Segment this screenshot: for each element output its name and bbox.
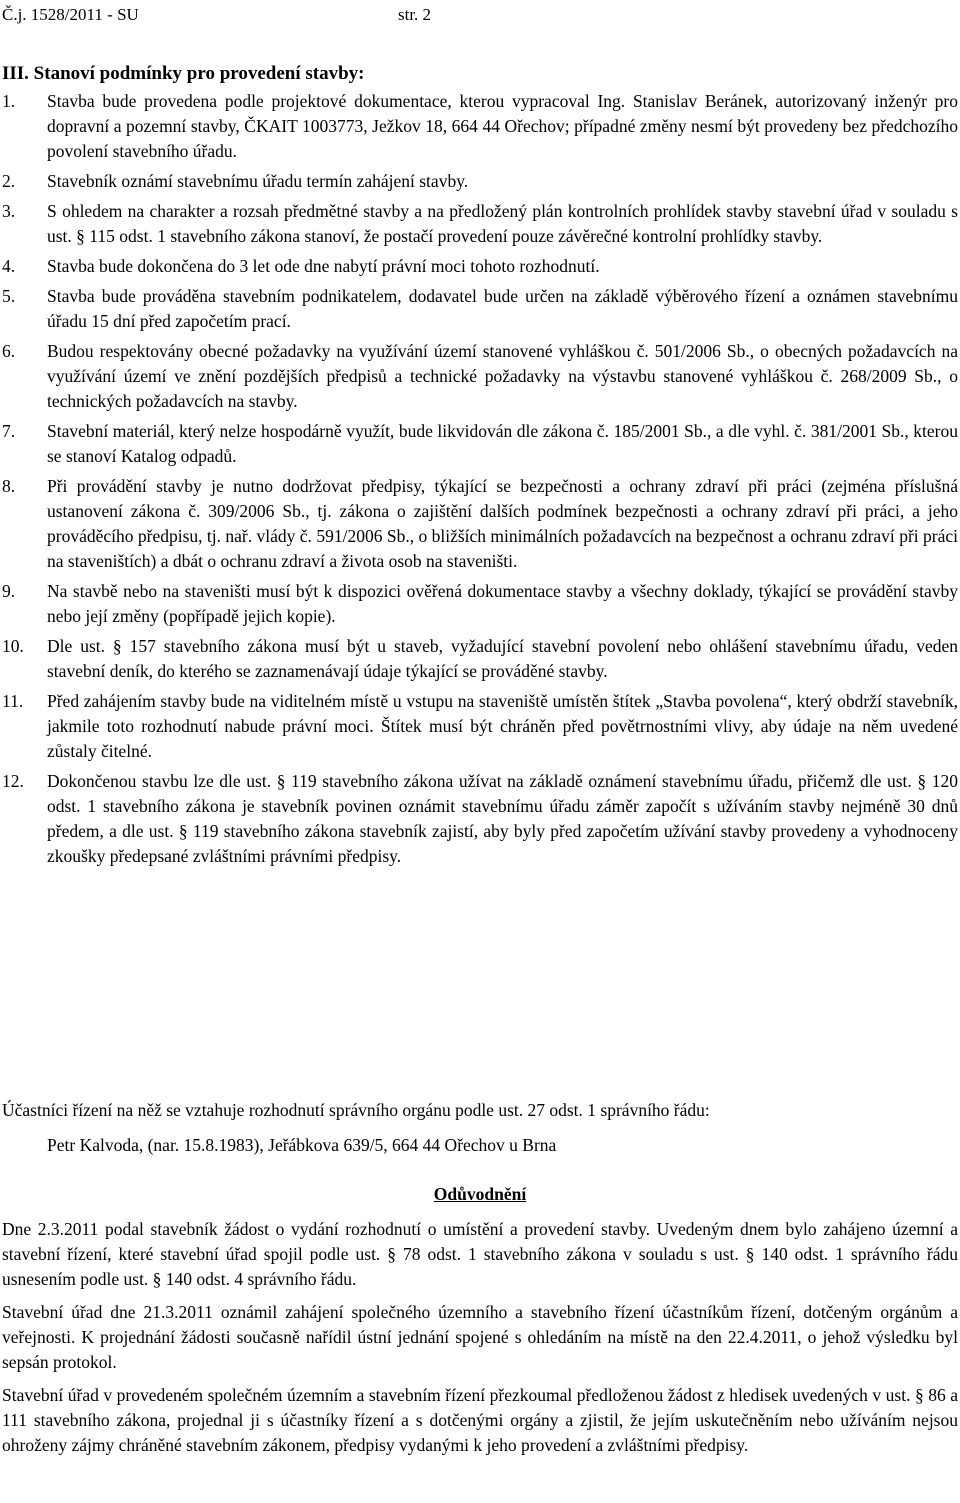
condition-item (0, 89, 958, 164)
condition-text: Stavba bude prováděna stavebním podnikatelem, dodavatel bude určen na základě výběrového řízení a oznámen stavebnímu úřadu 15 dní před započetím prací. (47, 286, 958, 331)
section-title: III. Stanoví podmínky pro provedení stavby: (2, 63, 365, 84)
condition-text: Stavební materiál, který nelze hospodárně využít, bude likvidován dle zákona č. 185/2001 Sb., a dle vyhl. č. 381/2001 Sb., kterou se stanoví Katalog odpadů. (47, 421, 958, 466)
reasons-title: Odůvodnění (433, 1184, 527, 1204)
condition-number: 7. (2, 421, 16, 441)
condition-item (0, 169, 958, 194)
reason-paragraph: Stavební úřad v provedeném společném územním a stavebním řízení přezkoumal předloženou žádost z hledisek uvedených v ust. § 86 a 111 stavebního zákona, projednal ji s účastníky řízení a s dotčenými orgány a zjistil, že jejím uskutečněním nebo užíváním nejsou ohroženy zájmy chráněné stavebním zákonem, předpisy vydanými k jeho provedení a zvláštními předpisy. (2, 1385, 958, 1455)
condition-number: 8. (2, 476, 16, 496)
condition-item (0, 339, 958, 414)
condition-number: 6. (2, 341, 16, 361)
reasons-section (2, 1217, 958, 1466)
condition-number: 2. (2, 171, 16, 191)
condition-number: 1. (2, 91, 16, 111)
conditions-list (0, 89, 958, 874)
condition-text: Při provádění stavby je nutno dodržovat předpisy, týkající se bezpečnosti a ochrany zdraví při práci (zejména příslušná ustanovení zákona č. 309/2006 Sb., tj. zákona o zajištění dalších podmínek bezpečnosti a ochrany zdraví při práci, a jeho prováděcího předpisu, tj. nař. vlády č. 591/2006 Sb., o bližších minimálních požadavcích na bezpečnost a ochranu zdraví při práci na staveništích) a dbát o ochranu zdraví a života osob na staveništi. (47, 476, 958, 571)
reference-number: Č.j. 1528/2011 - SU (2, 5, 139, 24)
condition-text: Budou respektovány obecné požadavky na využívání území stanovené vyhláškou č. 501/2006 Sb., o obecných požadavcích na využívání území ve znění pozdějších předpisů a technické požadavky na výstavbu stanovené vyhláškou č. 268/2009 Sb., o technických požadavcích na stavby. (47, 341, 958, 411)
participants-intro: Účastníci řízení na něž se vztahuje rozhodnutí správního orgánu podle ust. 27 odst. 1 správního řádu: (2, 1100, 710, 1120)
condition-text: Před zahájením stavby bude na viditelném místě u vstupu na staveniště umístěn štítek „Stavba povolena“, který obdrží stavebník, jakmile toto rozhodnutí nabude právní moci. Štítek musí být chráněn před povětrnostními vlivy, aby údaje na něm uvedené zůstaly čitelné. (47, 691, 958, 761)
condition-text: Dokončenou stavbu lze dle ust. § 119 stavebního zákona užívat na základě oznámení stavebnímu úřadu, přičemž dle ust. § 120 odst. 1 stavebního zákona je stavebník povinen oznámit stavebnímu úřadu záměr započít s užíváním stavby nejméně 30 dnů předem, a dle ust. § 119 stavebního zákona stavebník zajistí, aby byly před započetím užívání stavby provedeny a vyhodnoceny zkoušky předepsané zvláštními právními předpisy. (47, 771, 958, 866)
condition-item (0, 579, 958, 629)
condition-text: Dle ust. § 157 stavebního zákona musí být u staveb, vyžadující stavební povolení nebo ohlášení stavebnímu úřadu, veden stavební deník, do kterého se zaznamenávají údaje týkající se prováděné stavby. (47, 636, 958, 681)
participant-entry: Petr Kalvoda, (nar. 15.8.1983), Jeřábkova 639/5, 664 44 Ořechov u Brna (47, 1135, 557, 1155)
condition-number: 9. (2, 581, 16, 601)
condition-number: 5. (2, 286, 16, 306)
condition-number: 12. (2, 771, 24, 791)
condition-text: Stavebník oznámí stavebnímu úřadu termín zahájení stavby. (47, 171, 469, 191)
reason-paragraph: Stavební úřad dne 21.3.2011 oznámil zahájení společného územního a stavebního řízení účastníkům řízení, dotčeným orgánům a veřejnosti. K projednání žádosti současně nařídil ústní jednání spojené s ohledáním na místě na den 22.4.2011, o jehož výsledku byl sepsán protokol. (2, 1302, 958, 1372)
condition-number: 4. (2, 256, 16, 276)
reason-paragraph: Dne 2.3.2011 podal stavebník žádost o vydání rozhodnutí o umístění a provedení stavby. Uvedeným dnem bylo zahájeno územní a stavební řízení, které stavební úřad spojil podle ust. § 78 odst. 1 stavebního zákona v souladu s ust. § 140 odst. 1 správního řádu usnesením podle ust. § 140 odst. 4 správního řádu. (2, 1219, 958, 1289)
condition-number: 10. (2, 636, 24, 656)
condition-item (0, 199, 958, 249)
condition-text: S ohledem na charakter a rozsah předmětné stavby a na předložený plán kontrolních prohlídek stavby stavební úřad v souladu s ust. § 115 odst. 1 stavebního zákona stanoví, že postačí provedení pouze závěrečné kontrolní prohlídky stavby. (47, 201, 958, 246)
condition-text: Stavba bude dokončena do 3 let ode dne nabytí právní moci tohoto rozhodnutí. (47, 256, 600, 276)
condition-text: Na stavbě nebo na staveništi musí být k dispozici ověřená dokumentace stavby a všechny doklady, týkající se provádění stavby nebo její změny (popřípadě jejich kopie). (47, 581, 958, 626)
condition-item (0, 474, 958, 574)
condition-number: 3. (2, 201, 16, 221)
condition-item (0, 419, 958, 469)
condition-number: 11. (2, 691, 24, 711)
page-number: str. 2 (398, 5, 432, 24)
condition-item (0, 634, 958, 684)
condition-item (0, 689, 958, 764)
condition-item (0, 254, 958, 279)
condition-item (0, 769, 958, 869)
condition-item (0, 284, 958, 334)
condition-text: Stavba bude provedena podle projektové dokumentace, kterou vypracoval Ing. Stanislav Beránek, autorizovaný inženýr pro dopravní a pozemní stavby, ČKAIT 1003773, Ježkov 18, 664 44 Ořechov; případné změny nesmí být provedeny bez předchozího povolení stavebního úřadu. (47, 91, 958, 161)
